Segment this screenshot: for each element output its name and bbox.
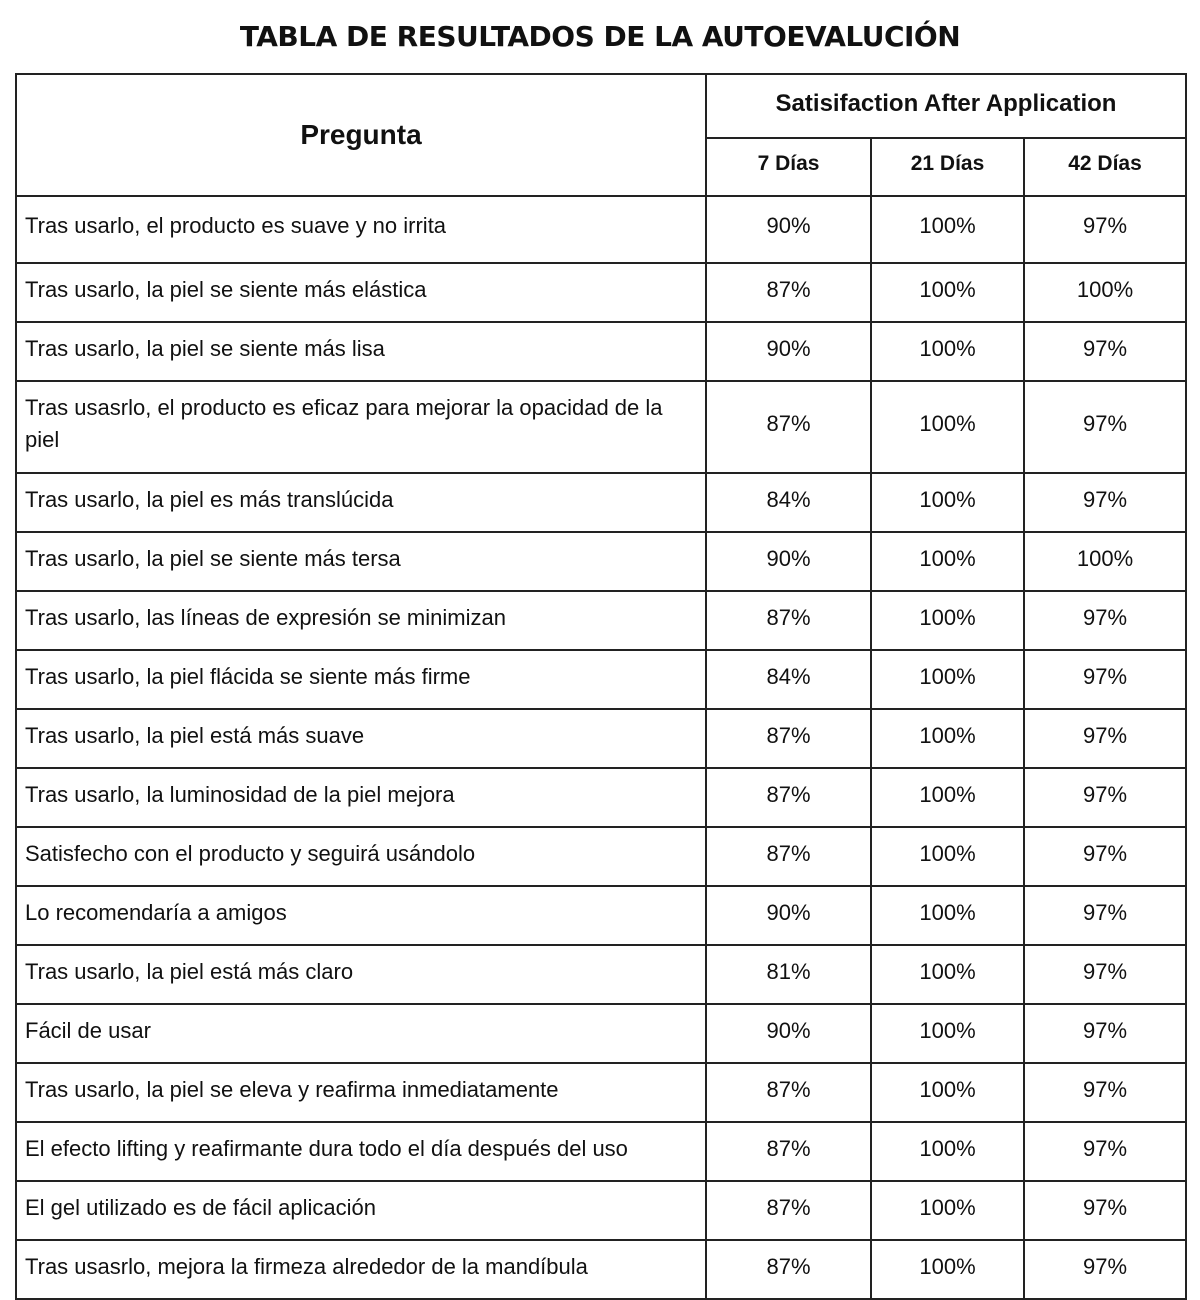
question-cell: Tras usarlo, la piel se eleva y reafirma inmediatamente [16, 1063, 706, 1122]
value-7-dias: 87% [706, 827, 871, 886]
table-row [16, 263, 1186, 322]
value-7-dias: 90% [706, 1004, 871, 1063]
question-cell: El efecto lifting y reafirmante dura todo el día después del uso [16, 1122, 706, 1181]
table-row [16, 196, 1186, 263]
value-42-dias: 97% [1024, 381, 1186, 473]
question-cell: Satisfecho con el producto y seguirá usándolo [16, 827, 706, 886]
value-7-dias: 87% [706, 1240, 871, 1299]
table-row [16, 591, 1186, 650]
table-row [16, 886, 1186, 945]
value-7-dias: 87% [706, 1181, 871, 1240]
table-body [16, 196, 1186, 1299]
value-21-dias: 100% [871, 532, 1024, 591]
value-7-dias: 84% [706, 650, 871, 709]
table-row [16, 1122, 1186, 1181]
value-21-dias: 100% [871, 827, 1024, 886]
value-42-dias: 97% [1024, 196, 1186, 263]
value-42-dias: 97% [1024, 886, 1186, 945]
value-42-dias: 97% [1024, 945, 1186, 1004]
value-21-dias: 100% [871, 1004, 1024, 1063]
question-cell: Lo recomendaría a amigos [16, 886, 706, 945]
value-21-dias: 100% [871, 768, 1024, 827]
table-row [16, 709, 1186, 768]
value-7-dias: 90% [706, 322, 871, 381]
question-cell: Tras usarlo, la luminosidad de la piel mejora [16, 768, 706, 827]
column-header-21-dias: 21 Días [871, 138, 1024, 196]
question-cell: Tras usasrlo, mejora la firmeza alrededor de la mandíbula [16, 1240, 706, 1299]
value-21-dias: 100% [871, 473, 1024, 532]
value-42-dias: 97% [1024, 1181, 1186, 1240]
value-7-dias: 90% [706, 196, 871, 263]
question-column-header: Pregunta [16, 74, 706, 196]
value-42-dias: 97% [1024, 650, 1186, 709]
value-42-dias: 97% [1024, 322, 1186, 381]
value-21-dias: 100% [871, 1063, 1024, 1122]
value-42-dias: 100% [1024, 263, 1186, 322]
question-cell: Tras usarlo, las líneas de expresión se minimizan [16, 591, 706, 650]
value-7-dias: 87% [706, 768, 871, 827]
question-cell: Tras usarlo, la piel está más claro [16, 945, 706, 1004]
table-row [16, 473, 1186, 532]
value-42-dias: 97% [1024, 827, 1186, 886]
value-21-dias: 100% [871, 591, 1024, 650]
page-title: TABLA DE RESULTADOS DE LA AUTOEVALUCIÓN [239, 20, 961, 53]
value-7-dias: 90% [706, 532, 871, 591]
value-21-dias: 100% [871, 650, 1024, 709]
value-7-dias: 87% [706, 381, 871, 473]
value-42-dias: 97% [1024, 1004, 1186, 1063]
table-row [16, 768, 1186, 827]
table-row [16, 1181, 1186, 1240]
value-42-dias: 97% [1024, 768, 1186, 827]
value-42-dias: 97% [1024, 473, 1186, 532]
value-21-dias: 100% [871, 709, 1024, 768]
value-21-dias: 100% [871, 196, 1024, 263]
question-cell: Fácil de usar [16, 1004, 706, 1063]
column-header-7-dias: 7 Días [706, 138, 871, 196]
table-row [16, 322, 1186, 381]
value-42-dias: 97% [1024, 1240, 1186, 1299]
value-7-dias: 87% [706, 1122, 871, 1181]
value-42-dias: 97% [1024, 709, 1186, 768]
value-42-dias: 97% [1024, 591, 1186, 650]
value-21-dias: 100% [871, 945, 1024, 1004]
question-cell: Tras usarlo, la piel se siente más lisa [16, 322, 706, 381]
value-42-dias: 97% [1024, 1122, 1186, 1181]
table-row [16, 1240, 1186, 1299]
value-7-dias: 84% [706, 473, 871, 532]
question-cell: Tras usarlo, la piel se siente más elástica [16, 263, 706, 322]
value-7-dias: 87% [706, 1063, 871, 1122]
value-21-dias: 100% [871, 1122, 1024, 1181]
value-7-dias: 87% [706, 263, 871, 322]
table-row [16, 1004, 1186, 1063]
value-21-dias: 100% [871, 886, 1024, 945]
value-7-dias: 81% [706, 945, 871, 1004]
column-header-42-dias: 42 Días [1024, 138, 1186, 196]
question-cell: Tras usasrlo, el producto es eficaz para mejorar la opacidad de la piel [16, 381, 706, 473]
value-42-dias: 97% [1024, 1063, 1186, 1122]
question-cell: Tras usarlo, la piel está más suave [16, 709, 706, 768]
value-21-dias: 100% [871, 381, 1024, 473]
table-row [16, 650, 1186, 709]
value-21-dias: 100% [871, 1181, 1024, 1240]
table-row [16, 1063, 1186, 1122]
results-table [15, 73, 1187, 1300]
question-cell: El gel utilizado es de fácil aplicación [16, 1181, 706, 1240]
value-21-dias: 100% [871, 322, 1024, 381]
table-row [16, 381, 1186, 473]
value-7-dias: 90% [706, 886, 871, 945]
question-cell: Tras usarlo, la piel es más translúcida [16, 473, 706, 532]
value-7-dias: 87% [706, 591, 871, 650]
question-cell: Tras usarlo, la piel se siente más tersa [16, 532, 706, 591]
table-row [16, 532, 1186, 591]
value-42-dias: 100% [1024, 532, 1186, 591]
satisfaction-group-header: Satisifaction After Application [706, 74, 1186, 138]
table-row [16, 945, 1186, 1004]
table-row [16, 827, 1186, 886]
question-cell: Tras usarlo, el producto es suave y no irrita [16, 196, 706, 263]
value-21-dias: 100% [871, 263, 1024, 322]
value-7-dias: 87% [706, 709, 871, 768]
value-21-dias: 100% [871, 1240, 1024, 1299]
question-cell: Tras usarlo, la piel flácida se siente más firme [16, 650, 706, 709]
